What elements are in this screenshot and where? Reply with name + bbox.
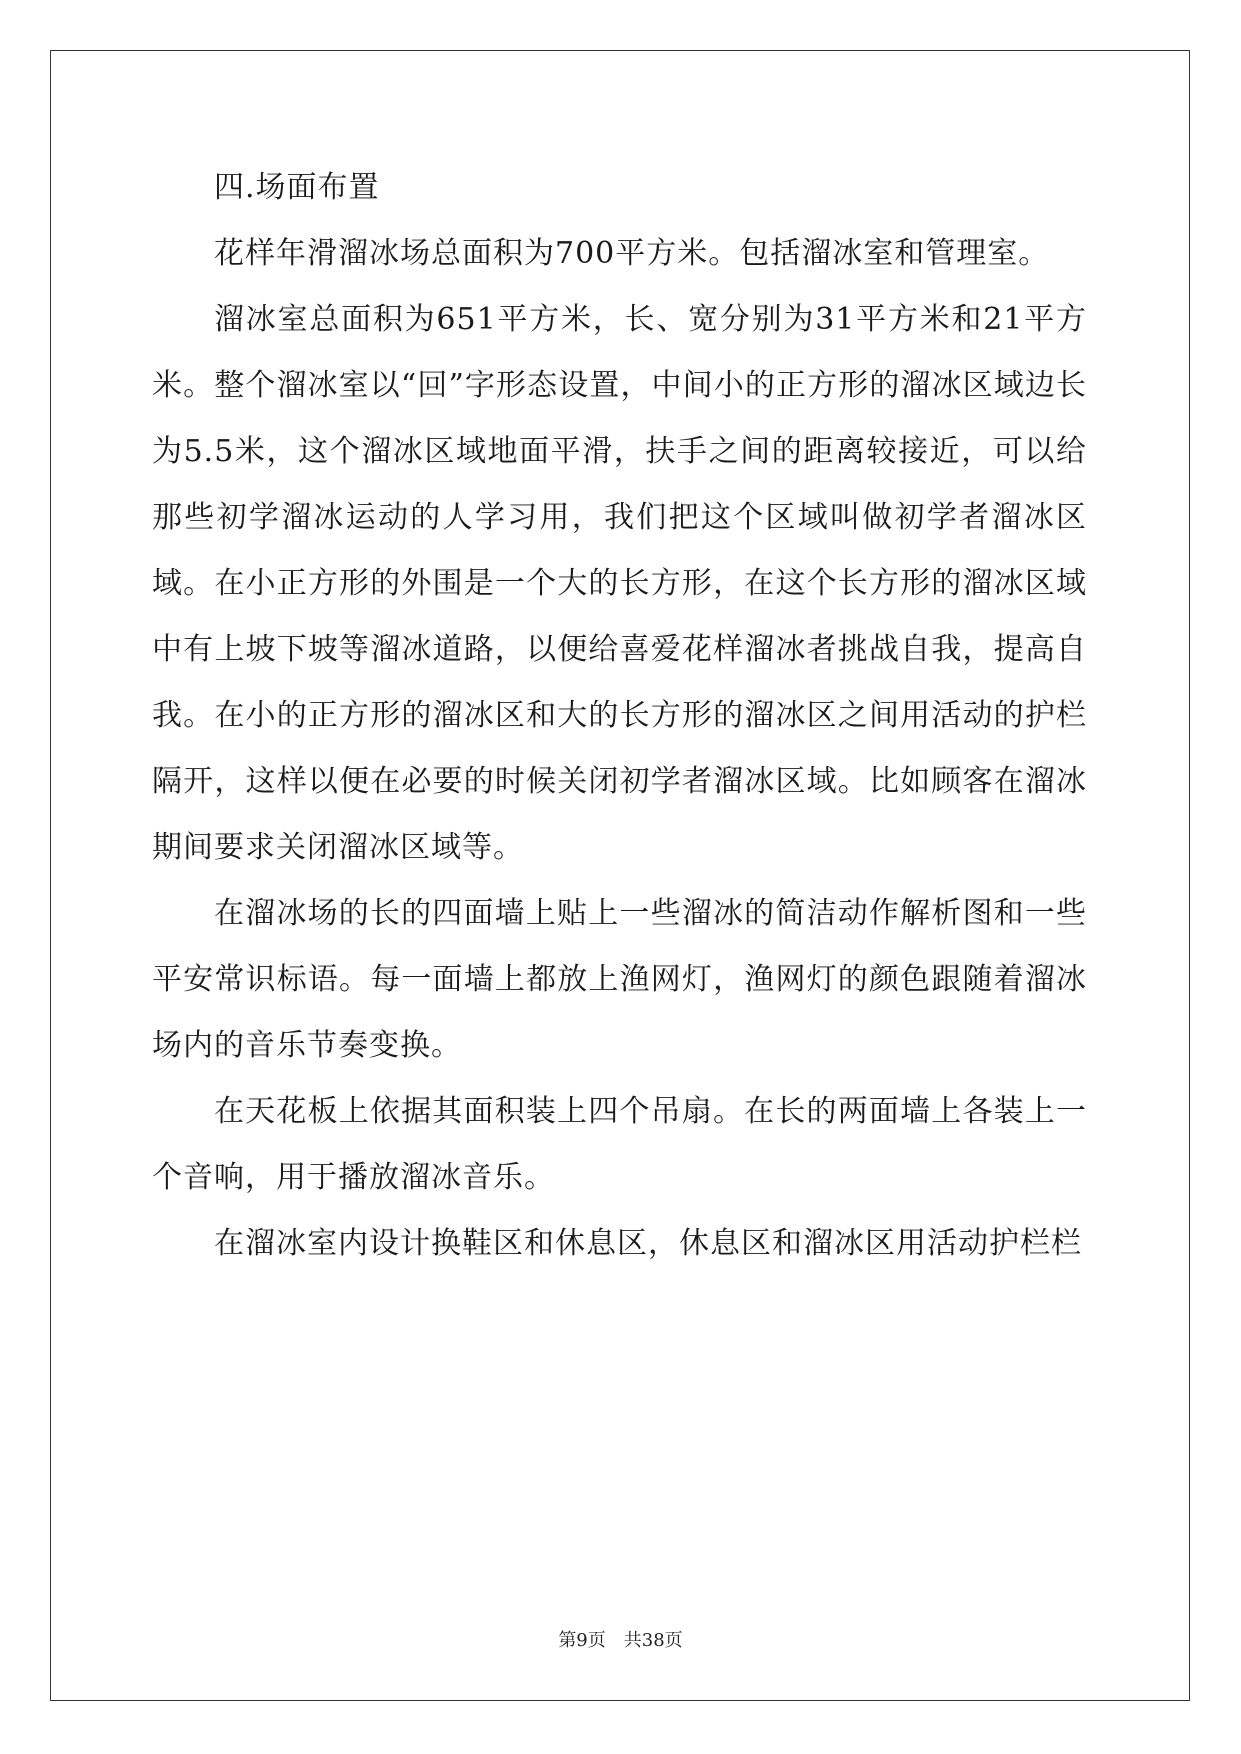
paragraph: 溜冰室总面积为651平方米，长、宽分别为31平方米和21平方米。整个溜冰室以“回”字形态设置，中间小的正方形的溜冰区域边长为5.5米，这个溜冰区域地面平滑，扶手之间的距离较接近，可以给那些初学溜冰运动的人学习用，我们把这个区域叫做初学者溜冰区域。在小正方形的外围是一个大的长方形，在这个长方形的溜冰区域中有上坡下坡等溜冰道路，以便给喜爱花样溜冰者挑战自我，提高自我。在小的正方形的溜冰区和大的长方形的溜冰区之间用活动的护栏隔开，这样以便在必要的时候关闭初学者溜冰区域。比如顾客在溜冰期间要求关闭溜冰区域等。 [152,302,1087,865]
page-number: 第9页 [558,1630,606,1651]
document-body [152,155,1087,1277]
paragraph: 在天花板上依据其面积装上四个吊扇。在长的两面墙上各装上一个音响，用于播放溜冰音乐。 [152,1094,1087,1195]
page-total: 共38页 [623,1630,683,1651]
paragraph: 在溜冰室内设计换鞋区和休息区，休息区和溜冰区用活动护栏栏 [214,1226,1082,1261]
page-footer [0,1626,1241,1652]
paragraph: 在溜冰场的长的四面墙上贴上一些溜冰的简洁动作解析图和一些平安常识标语。每一面墙上都放上渔网灯，渔网灯的颜色跟随着溜冰场内的音乐节奏变换。 [152,896,1087,1063]
paragraph: 花样年滑溜冰场总面积为700平方米。包括溜冰室和管理室。 [214,236,1050,271]
section-heading: 四.场面布置 [214,170,380,205]
